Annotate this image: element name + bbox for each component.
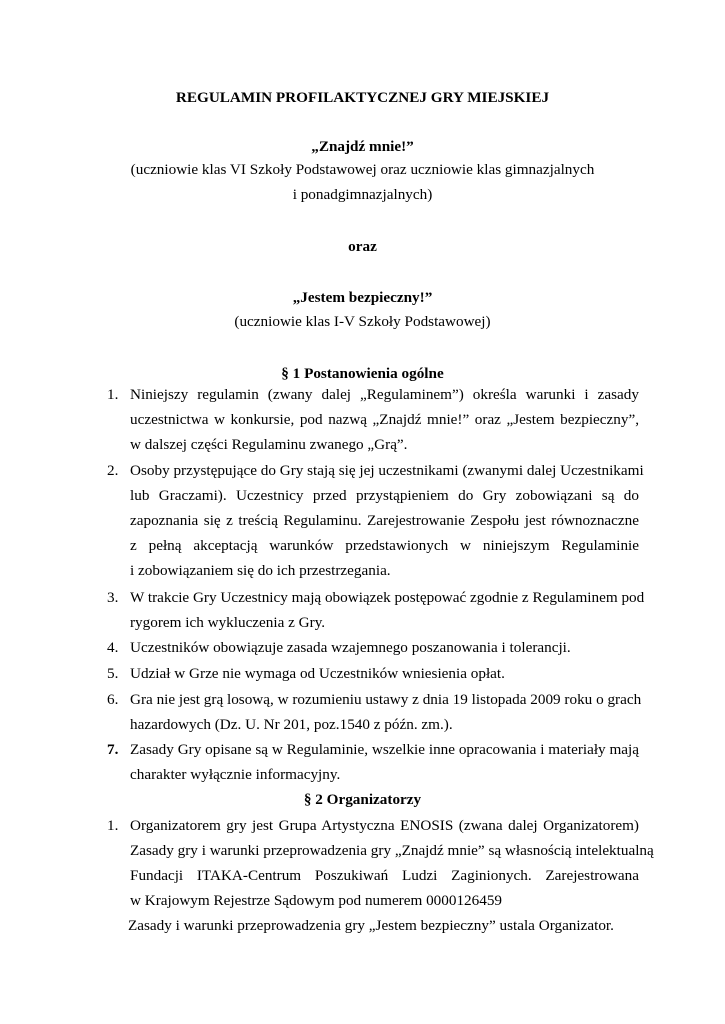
game2-audience: (uczniowie klas I-V Szkoły Podstawowej) xyxy=(234,313,491,330)
document-title: REGULAMIN PROFILAKTYCZNEJ GRY MIEJSKIEJ xyxy=(175,89,550,106)
item-line: Udział w Grze nie wymaga od Uczestników wniesienia opłat. xyxy=(130,665,505,682)
item-number: 2. xyxy=(107,462,119,479)
item-line: Zasady Gry opisane są w Regulaminie, wszelkie inne opracowania i materiały mają xyxy=(130,741,639,758)
item-line: zapoznania się z treścią Regulaminu. Zarejestrowanie Zespołu jest równoznaczne xyxy=(130,512,639,529)
section2-heading: § 2 Organizatorzy xyxy=(303,791,422,808)
item-line: Gra nie jest grą losową, w rozumieniu ustawy z dnia 19 listopada 2009 roku o grach xyxy=(130,691,642,708)
section2-trailing-line: Zasady i warunki przeprowadzenia gry „Jestem bezpieczny” ustala Organizator. xyxy=(128,917,614,934)
game1-audience-line1: (uczniowie klas VI Szkoły Podstawowej oraz uczniowie klas gimnazjalnych xyxy=(130,161,595,178)
item-line: lub Graczami). Uczestnicy przed przystąpieniem do Gry zobowiązani są do xyxy=(130,487,639,504)
section1-heading: § 1 Postanowienia ogólne xyxy=(281,365,444,382)
conjunction: oraz xyxy=(348,238,377,255)
game2-name: „Jestem bezpieczny!” xyxy=(292,289,433,306)
item-line: rygorem ich wykluczenia z Gry. xyxy=(130,614,326,631)
item-line: uczestnictwa w konkursie, pod nazwą „Znajdź mnie!” oraz „Jestem bezpieczny”, xyxy=(130,411,639,428)
item-number: 4. xyxy=(107,639,119,656)
item-number: 3. xyxy=(107,589,119,606)
game1-name: „Znajdź mnie!” xyxy=(311,138,414,155)
game1-audience-line2: i ponadgimnazjalnych) xyxy=(292,186,433,203)
item-line: Osoby przystępujące do Gry stają się jej uczestnikami (zwanymi dalej Uczestnikami xyxy=(130,462,644,479)
item-line: Zasady gry i warunki przeprowadzenia gry „Znajdź mnie” są własnością intelektualną xyxy=(130,842,654,859)
item-number: 7. xyxy=(107,741,119,758)
item-line: charakter wyłącznie informacyjny. xyxy=(130,766,341,783)
item-line: Uczestników obowiązuje zasada wzajemnego poszanowania i tolerancji. xyxy=(130,639,571,656)
item-line: z pełną akceptacją warunków przedstawionych w niniejszym Regulaminie xyxy=(130,537,639,554)
item-line: W trakcie Gry Uczestnicy mają obowiązek postępować zgodnie z Regulaminem pod xyxy=(130,589,645,606)
item-line: hazardowych (Dz. U. Nr 201, poz.1540 z późn. zm.). xyxy=(130,716,453,733)
item-line: w dalszej części Regulaminu zwanego „Grą”. xyxy=(130,436,408,453)
item-line: i zobowiązaniem się do ich przestrzegania. xyxy=(130,562,391,579)
item-line: Fundacji ITAKA-Centrum Poszukiwań Ludzi Zaginionych. Zarejestrowana xyxy=(130,867,639,884)
item-number: 1. xyxy=(107,386,119,403)
item-line: Niniejszy regulamin (zwany dalej „Regulaminem”) określa warunki i zasady xyxy=(130,386,639,403)
item-number: 6. xyxy=(107,691,119,708)
item-line: Organizatorem gry jest Grupa Artystyczna ENOSIS (zwana dalej Organizatorem) xyxy=(130,817,639,834)
item-line: w Krajowym Rejestrze Sądowym pod numerem 0000126459 xyxy=(130,892,503,909)
item-number: 1. xyxy=(107,817,119,834)
item-number: 5. xyxy=(107,665,119,682)
